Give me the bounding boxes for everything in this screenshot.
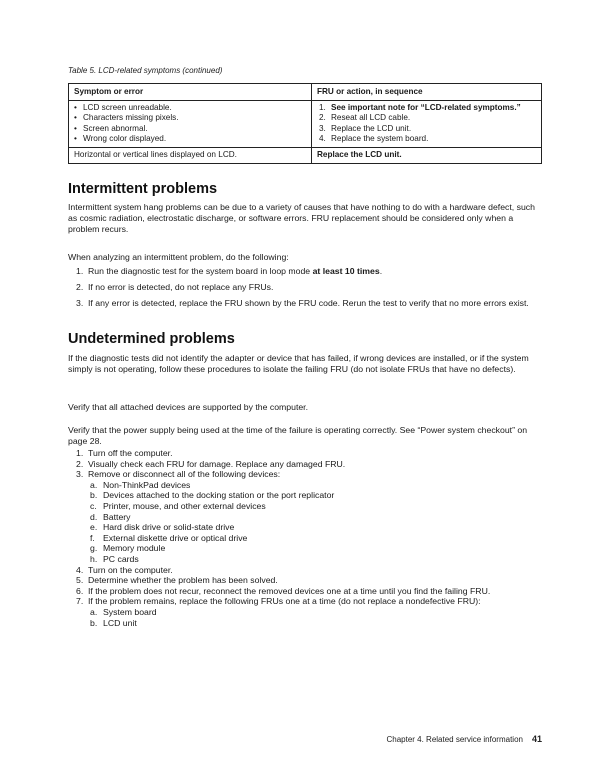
list-item: h. PC cards — [90, 553, 139, 564]
symptom-cell — [69, 100, 312, 147]
page-number: 41 — [531, 734, 542, 744]
symptom-item: • Characters missing pixels. — [74, 113, 306, 124]
action-item: 3. Replace the LCD unit. — [319, 123, 412, 133]
column-header-action: FRU or action, in sequence — [312, 84, 542, 101]
list-item: 2. If no error is detected, do not replace any FRUs. — [76, 282, 274, 292]
list-item: c. Printer, mouse, and other external devices — [90, 500, 266, 511]
verify-power-text: Verify that the power supply being used at the time of the failure is operating correctly. See “Power system checkout” on page 28. — [68, 425, 528, 446]
list-item: 3. Remove or disconnect all of the following devices: — [76, 469, 281, 480]
list-item: 4. Turn on the computer. — [76, 564, 173, 575]
lcd-symptoms-table — [68, 83, 542, 164]
symptom-item: • LCD screen unreadable. — [74, 103, 306, 114]
undetermined-intro: If the diagnostic tests did not identify the adapter or device that has failed, if wrong devices are installed, or if the system simply is not operating, follow these procedures to isolate the failing FRU (do not isolate FRUs that have no defects). — [68, 353, 529, 374]
intermittent-intro: Intermittent system hang problems can be due to a variety of causes that have nothing to do with a hardware defect, such as cosmic radiation, electrostatic discharge, or software errors. FRU replacement should be considered only when a problem recurs. — [68, 202, 535, 234]
list-item: f. External diskette drive or optical drive — [90, 532, 248, 543]
verify-devices-text: Verify that all attached devices are supported by the computer. — [68, 402, 309, 412]
page-footer — [68, 734, 542, 744]
procedure-list — [68, 448, 542, 628]
action-item: 1. See important note for “LCD-related symptoms.” — [319, 102, 521, 112]
table-row — [69, 147, 542, 163]
intermittent-steps — [68, 266, 542, 314]
list-item: b. Devices attached to the docking station or the port replicator — [90, 490, 335, 501]
list-item: 1. Turn off the computer. — [76, 448, 173, 458]
section-heading-undetermined: Undetermined problems — [68, 331, 235, 347]
list-item: b. LCD unit — [90, 617, 137, 628]
list-item: 7. If the problem remains, replace the following FRUs one at a time (do not replace a nondefective FRU): — [76, 596, 481, 607]
table-caption: Table 5. LCD-related symptoms (continued) — [68, 66, 223, 75]
symptom-item: • Screen abnormal. — [74, 124, 306, 135]
action-cell — [312, 100, 542, 147]
chapter-title: Chapter 4. Related service information — [386, 735, 523, 744]
list-item: 2. Visually check each FRU for damage. Replace any damaged FRU. — [76, 458, 346, 469]
table-row — [69, 100, 542, 147]
list-item: 6. If the problem does not recur, reconnect the removed devices one at a time until you find the failing FRU. — [76, 585, 491, 596]
column-header-symptom: Symptom or error — [69, 84, 312, 101]
action-item: 4. Replace the system board. — [319, 134, 429, 144]
list-item: g. Memory module — [90, 543, 166, 554]
list-item: e. Hard disk drive or solid-state drive — [90, 522, 235, 533]
symptom-item: • Wrong color displayed. — [74, 134, 306, 145]
list-item: 5. Determine whether the problem has been solved. — [76, 575, 278, 586]
list-item: 3. If any error is detected, replace the FRU shown by the FRU code. Rerun the test to verify that no more errors exist. — [76, 298, 529, 308]
table-header-row — [69, 84, 542, 101]
list-item: a. System board — [90, 606, 157, 617]
action-cell: Replace the LCD unit. — [312, 147, 542, 163]
action-item: 2. Reseat all LCD cable. — [319, 113, 411, 123]
list-item: 1. Run the diagnostic test for the system board in loop mode at least 10 times. — [76, 266, 383, 276]
intermittent-lead: When analyzing an intermittent problem, do the following: — [68, 252, 289, 262]
symptom-cell: Horizontal or vertical lines displayed on LCD. — [69, 147, 312, 163]
section-heading-intermittent: Intermittent problems — [68, 181, 218, 197]
list-item: d. Battery — [90, 511, 131, 522]
list-item: a. Non-ThinkPad devices — [90, 479, 191, 490]
